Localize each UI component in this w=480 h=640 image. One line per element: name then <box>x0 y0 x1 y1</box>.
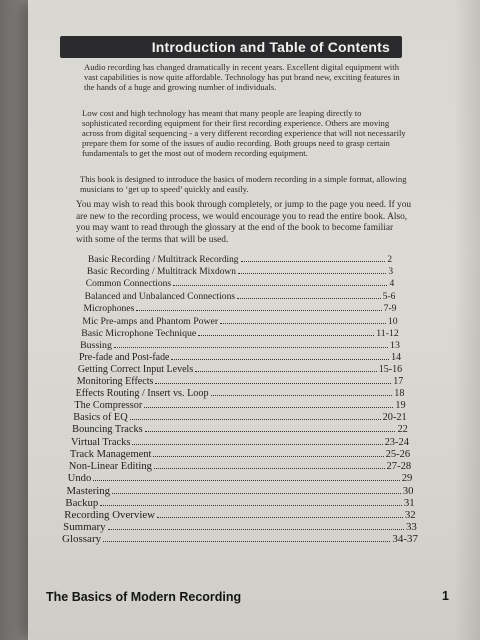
toc-entry-page: 20-21 <box>382 412 407 424</box>
toc-entry <box>83 303 396 314</box>
toc-entry <box>68 473 413 484</box>
toc-leader-dots <box>108 529 404 530</box>
toc-leader-dots <box>112 493 401 494</box>
toc-entry-page: 25-26 <box>385 448 411 460</box>
toc-entry <box>73 412 406 423</box>
toc-entry-page: 13 <box>390 339 400 351</box>
toc-entry-page: 18 <box>394 388 405 400</box>
toc-leader-dots <box>237 298 380 299</box>
toc-leader-dots <box>93 480 399 481</box>
toc-entry-title: Basics of EQ <box>73 412 128 424</box>
toc-entry-page: 22 <box>397 424 408 436</box>
toc-entry-title: Backup <box>65 497 99 509</box>
toc-entry <box>62 533 418 545</box>
toc-entry <box>88 255 392 265</box>
toc-entry-title: Recording Overview <box>64 509 156 522</box>
toc-entry-title: Bouncing Tracks <box>72 424 143 436</box>
toc-entry-title: Microphones <box>83 303 135 315</box>
toc-entry-title: Getting Correct Input Levels <box>77 363 194 375</box>
toc-entry <box>80 340 400 351</box>
toc-leader-dots <box>154 468 385 469</box>
toc-entry-title: Undo <box>67 472 92 484</box>
page-title: Introduction and Table of Contents <box>60 36 402 58</box>
toc-leader-dots <box>103 541 390 542</box>
toc-entry-title: Non-Linear Editing <box>68 460 152 472</box>
toc-leader-dots <box>114 347 388 348</box>
toc-entry <box>78 364 402 375</box>
footer-book-title: The Basics of Modern Recording <box>46 590 242 604</box>
toc-entry <box>65 497 414 509</box>
toc-leader-dots <box>241 261 386 262</box>
toc-entry-page: 27-28 <box>386 460 412 472</box>
footer-page-number: 1 <box>442 589 449 603</box>
toc-entry-title: Track Management <box>69 448 152 460</box>
toc-leader-dots <box>132 444 382 445</box>
toc-entry-page: 2 <box>387 255 392 265</box>
toc-entry-page: 31 <box>403 497 415 509</box>
toc-leader-dots <box>100 505 401 506</box>
toc-entry <box>71 437 409 448</box>
toc-entry-title: Basic Microphone Technique <box>81 327 197 339</box>
toc-entry-title: Pre-fade and Post-fade <box>78 351 170 363</box>
toc-entry-title: Summary <box>63 521 106 534</box>
toc-leader-dots <box>195 371 377 372</box>
toc-entry-page: 29 <box>401 472 413 484</box>
toc-entry-title: Mic Pre-amps and Phantom Power <box>82 315 219 327</box>
toc-entry-title: Common Connections <box>85 279 172 290</box>
toc-entry <box>87 267 393 277</box>
toc-entry-page: 15-16 <box>378 363 403 375</box>
toc-entry-title: Virtual Tracks <box>71 436 131 448</box>
toc-entry-page: 30 <box>402 484 414 497</box>
toc-entry-page: 3 <box>388 267 394 278</box>
toc-leader-dots <box>130 419 381 420</box>
toc-leader-dots <box>153 456 383 457</box>
toc-entry <box>64 509 415 521</box>
toc-entry-page: 32 <box>404 509 416 522</box>
toc-entry <box>76 388 405 399</box>
toc-entry-page: 34-37 <box>392 533 418 546</box>
toc-entry-page: 7-9 <box>383 303 397 315</box>
toc-entry-title: Basic Recording / Multitrack Mixdown <box>86 267 236 278</box>
toc-leader-dots <box>145 431 396 432</box>
toc-leader-dots <box>211 395 393 396</box>
toc-entry-title: The Compressor <box>74 400 143 412</box>
toc-entry-title: Glossary <box>62 533 102 546</box>
toc-entry <box>74 400 405 411</box>
toc-leader-dots <box>173 285 387 286</box>
toc-leader-dots <box>238 273 386 274</box>
toc-entry <box>79 352 401 363</box>
toc-entry-title: Basic Recording / Multitrack Recording <box>88 255 239 265</box>
toc-leader-dots <box>220 323 386 324</box>
toc-leader-dots <box>144 407 393 408</box>
toc-entry-page: 4 <box>389 279 395 290</box>
toc-leader-dots <box>155 383 391 384</box>
toc-leader-dots <box>171 359 389 360</box>
toc-entry-page: 33 <box>405 521 417 534</box>
toc-entry-page: 17 <box>393 376 404 387</box>
toc-leader-dots <box>157 517 403 518</box>
toc-entry-page: 5-6 <box>382 291 396 303</box>
toc-entry <box>81 328 399 339</box>
intro-paragraph-3: This book is designed to introduce the basics of modern recording in a simple format, allowing musicians to ‘get up to speed’ quickly and easily. <box>80 174 407 194</box>
toc-entry <box>82 316 397 327</box>
toc-entry <box>67 485 414 497</box>
toc-entry-title: Monitoring Effects <box>76 376 154 387</box>
toc-leader-dots <box>136 310 381 311</box>
intro-paragraph-4: You may wish to read this book through completely, or jump to the page you need. If you are new to the recording process, we would encourage you to read the entire book. Also, you may want to read through the glossary at the end of the book to become familiar with some of the terms that will be used. <box>76 200 412 245</box>
toc-entry-page: 14 <box>391 351 402 363</box>
toc-entry-title: Bussing <box>80 339 112 351</box>
toc-entry <box>70 449 410 460</box>
toc-entry-title: Balanced and Unbalanced Connections <box>84 291 236 303</box>
toc-entry <box>63 521 417 533</box>
intro-paragraph-1: Audio recording has changed dramatically in recent years. Excellent digital equipment with vast capabilities is now quite affordable. Technology has put brand new, exciting features in the hands of a huge and growing number of individuals. <box>84 62 400 92</box>
toc-entry-title: Mastering <box>66 484 110 497</box>
intro-paragraph-2: Low cost and high technology has meant that many people are leaping directly to sophisticated recording equipment for their first recording experience. Others are moving across from digital sequencing - a very different recording experience that will not necessarily prepare them for some of the issues of audio recording. Both groups need to grasp certain fundamentals to get the most out of modern recording equipment. <box>82 108 406 158</box>
toc-entry <box>72 424 408 435</box>
toc-entry-title: Effects Routing / Insert vs. Loop <box>75 388 209 400</box>
toc-entry <box>77 376 404 387</box>
toc-leader-dots <box>198 335 374 336</box>
toc-entry <box>69 461 411 472</box>
toc-entry-page: 10 <box>387 315 398 327</box>
toc-entry-page: 19 <box>395 400 406 412</box>
toc-entry-page: 11-12 <box>376 327 399 339</box>
toc-entry <box>85 291 396 302</box>
toc-entry <box>86 279 395 289</box>
toc-entry-page: 23-24 <box>384 436 409 448</box>
